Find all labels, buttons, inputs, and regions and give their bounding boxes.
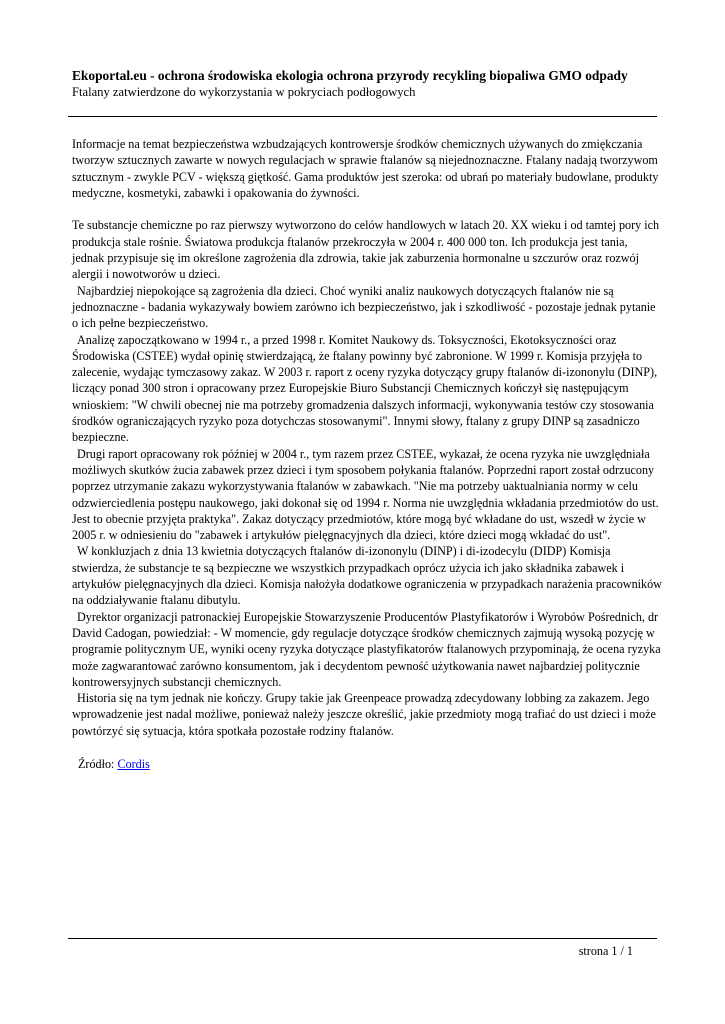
article-body [72,136,662,772]
article-paragraph: Historia się na tym jednak nie kończy. Grupy takie jak Greenpeace prowadzą zdecydowany lobbing za zakazem. Jego wprowadzenie jest nadal możliwe, ponieważ należy jeszcze określić, jakie przedmioty mogą trafiać do ust dzieci i może powtórzyć się sytuacja, która spotkała pozostałe rodziny ftalanów. [72,691,656,738]
site-title: Ekoportal.eu - ochrona środowiska ekologia ochrona przyrody recykling biopaliwa GMO odpady [72,68,628,83]
source-link[interactable]: Cordis [117,756,150,771]
source-label: Źródło: [78,756,115,771]
footer-divider [68,938,657,939]
page-number: strona 1 / 1 [578,944,633,958]
article-paragraph: Analizę zapoczątkowano w 1994 r., a przed 1998 r. Komitet Naukowy ds. Toksyczności, Ekotoksyczności oraz Środowiska (CSTEE) wydał opinię stwierdzającą, że ftalany powinny być zabronione. W 1999 r. Komisja przyjęła to zalecenie, wydając tymczasowy zakaz. W 2003 r. raport z oceny ryzyka dotyczący grupy ftalanów di-izononylu (DINP), liczący ponad 300 stron i opracowany przez Europejskie Biuro Substancji Chemicznych kończył się następującym wnioskiem: "W chwili obecnej nie ma potrzeby gromadzenia dalszych informacji, wykonywania testów czy stosowania środków ograniczających ryzyko poza dotychczas stosowanymi". Innymi słowy, ftalany z grupy DINP są zasadniczo bezpieczne. [72,332,658,445]
article-paragraph: Informacje na temat bezpieczeństwa wzbudzających kontrowersje środków chemicznych używanych do zmiękczania tworzyw sztucznych zawarte w nowych regulacjach w sprawie ftalanów są niejednoznaczne. Ftalany nadają tworzywom sztucznym - zwykle PCV - większą giętkość. Gama produktów jest szeroka: od ubrań po materiały budowlane, produkty medyczne, kosmetyki, zabawki i opakowania do żywności. [72,137,659,200]
article-paragraph: W konkluzjach z dnia 13 kwietnia dotyczących ftalanów di-izononylu (DINP) i di-izodecylu (DIDP) Komisja stwierdza, że substancje te są bezpieczne we wszystkich przypadkach oprócz użycia ich jako składnika zabawek i artykułów pielęgnacyjnych dla dzieci. Komisja nałożyła dodatkowe ograniczenia w przypadkach narażenia pracowników na oddziaływanie ftalanu dibutylu. [72,544,662,608]
article-paragraph: Najbardziej niepokojące są zagrożenia dla dzieci. Choć wyniki analiz naukowych dotyczących ftalanów nie są jednoznaczne - badania wykazywały bowiem zarówno ich bezpieczeństwo, jak i szkodliwość - pozostaje jednak pytanie o ich pełne bezpieczeństwo. [72,283,656,331]
header-divider [68,116,657,117]
article-paragraph: Dyrektor organizacji patronackiej Europejskie Stowarzyszenie Producentów Plastyfikatorów i Wyrobów Pośrednich, dr David Cadogan, powiedział: - W momencie, gdy regulacje dotyczące środków chemicznych zajmują wysoką pozycję w programie politycznym UE, wyniki oceny ryzyka dotyczące plastyfikatorów ftalanowych przypominają, że ocena ryzyka może zagwarantować zarówno konsumentom, jak i decydentom pewność użytkowania nawet najbardziej politycznie kontrowersyjnych substancji chemicznych. [72,609,661,689]
article-title: Ftalany zatwierdzone do wykorzystania w pokryciach podłogowych [72,85,416,99]
page-header [72,68,662,100]
source-line [72,756,662,772]
article-paragraph: Drugi raport opracowany rok później w 2004 r., tym razem przez CSTEE, wykazał, że ocena ryzyka nie uwzględniała możliwych skutków żucia zabawek przez dzieci i tym sposobem połykania ftalanów. Poprzedni raport został odrzucony poprzez utrzymanie zakazu wykorzystywania ftalanów w zabawkach. "Nie ma potrzeby uaktualniania normy w celu odzwierciedlenia postępu naukowego, jaki dokonał się od 1994 r. Norma nie uwzględnia wkładania przedmiotów do ust. Jest to obecnie przyjęta praktyka". Zakaz dotyczący przedmiotów, które mogą być wkładane do ust, wszedł w życie w 2005 r. w odniesieniu do "zabawek i artykułów pielęgnacyjnych dla dzieci, które dzieci mogą wkładać do ust". [72,446,659,543]
article-paragraph: Te substancje chemiczne po raz pierwszy wytworzono do celów handlowych w latach 20. XX wieku i od tamtej pory ich produkcja stale rośnie. Światowa produkcja ftalanów przekroczyła w 2004 r. 400 000 ton. Ich produkcja jest tania, jednak przypisuje się im określone zagrożenia dla zdrowia, takie jak zaburzenia hormonalne u szczurów oraz rozwój alergii i nowotworów u dzieci. [72,218,660,282]
